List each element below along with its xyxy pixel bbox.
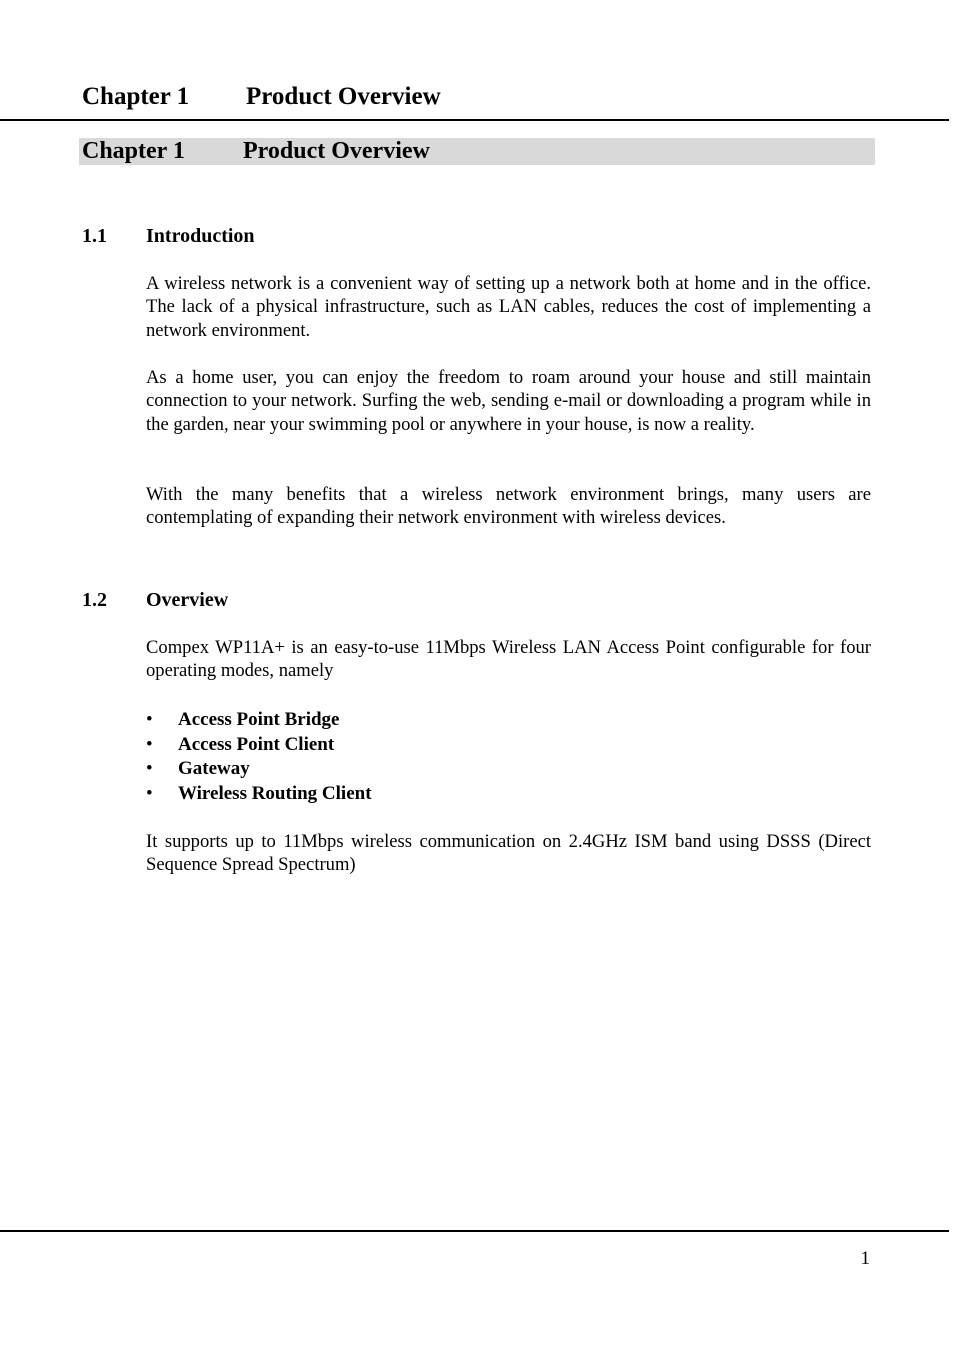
mode-label: Access Point Bridge bbox=[178, 709, 340, 730]
running-header-chapter-title: Product Overview bbox=[246, 83, 441, 110]
list-item bbox=[146, 782, 372, 807]
section-number: 1.2 bbox=[82, 589, 107, 611]
list-item bbox=[146, 708, 372, 733]
list-item bbox=[146, 733, 372, 758]
operating-modes-list bbox=[146, 708, 372, 807]
footer-rule bbox=[0, 1230, 949, 1232]
mode-label: Access Point Client bbox=[178, 733, 335, 755]
intro-paragraph-2: As a home user, you can enjoy the freedom to roam around your house and still maintain connection to your network. Surfing the web, sending e-mail or downloading a program while in the garden, near your swimming pool or anywhere in your house, is now a reality. bbox=[146, 367, 871, 435]
list-item bbox=[146, 757, 372, 782]
section-heading-introduction bbox=[82, 223, 255, 249]
intro-paragraph-1: A wireless network is a convenient way of setting up a network both at home and in the office. The lack of a physical infrastructure, such as LAN cables, reduces the cost of implementing a network environment. bbox=[146, 273, 871, 341]
bullet-icon: • bbox=[146, 783, 153, 805]
bullet-icon: • bbox=[146, 733, 153, 755]
chapter-number: Chapter 1 bbox=[82, 138, 185, 164]
header-rule bbox=[0, 119, 949, 121]
intro-paragraph-3: With the many benefits that a wireless network environment brings, many users are contemplating of expanding their network environment with wireless devices. bbox=[146, 484, 871, 529]
chapter-title-band bbox=[79, 138, 875, 165]
section-heading-overview bbox=[82, 587, 228, 613]
bullet-icon: • bbox=[146, 758, 153, 780]
section-number: 1.1 bbox=[82, 225, 107, 247]
chapter-title: Product Overview bbox=[243, 138, 430, 164]
section-title: Overview bbox=[146, 589, 229, 611]
overview-intro-paragraph: Compex WP11A+ is an easy-to-use 11Mbps Wireless LAN Access Point configurable for four operating modes, namely bbox=[146, 637, 871, 682]
running-header bbox=[82, 80, 441, 114]
running-header-chapter-number: Chapter 1 bbox=[82, 83, 190, 110]
overview-closing-paragraph: It supports up to 11Mbps wireless communication on 2.4GHz ISM band using DSSS (Direct Sequence Spread Spectrum) bbox=[146, 831, 871, 876]
mode-label: Wireless Routing Client bbox=[178, 783, 372, 805]
page-number: 1 bbox=[860, 1248, 870, 1269]
mode-label: Gateway bbox=[178, 758, 250, 780]
bullet-icon: • bbox=[146, 709, 153, 730]
section-title: Introduction bbox=[146, 225, 255, 247]
